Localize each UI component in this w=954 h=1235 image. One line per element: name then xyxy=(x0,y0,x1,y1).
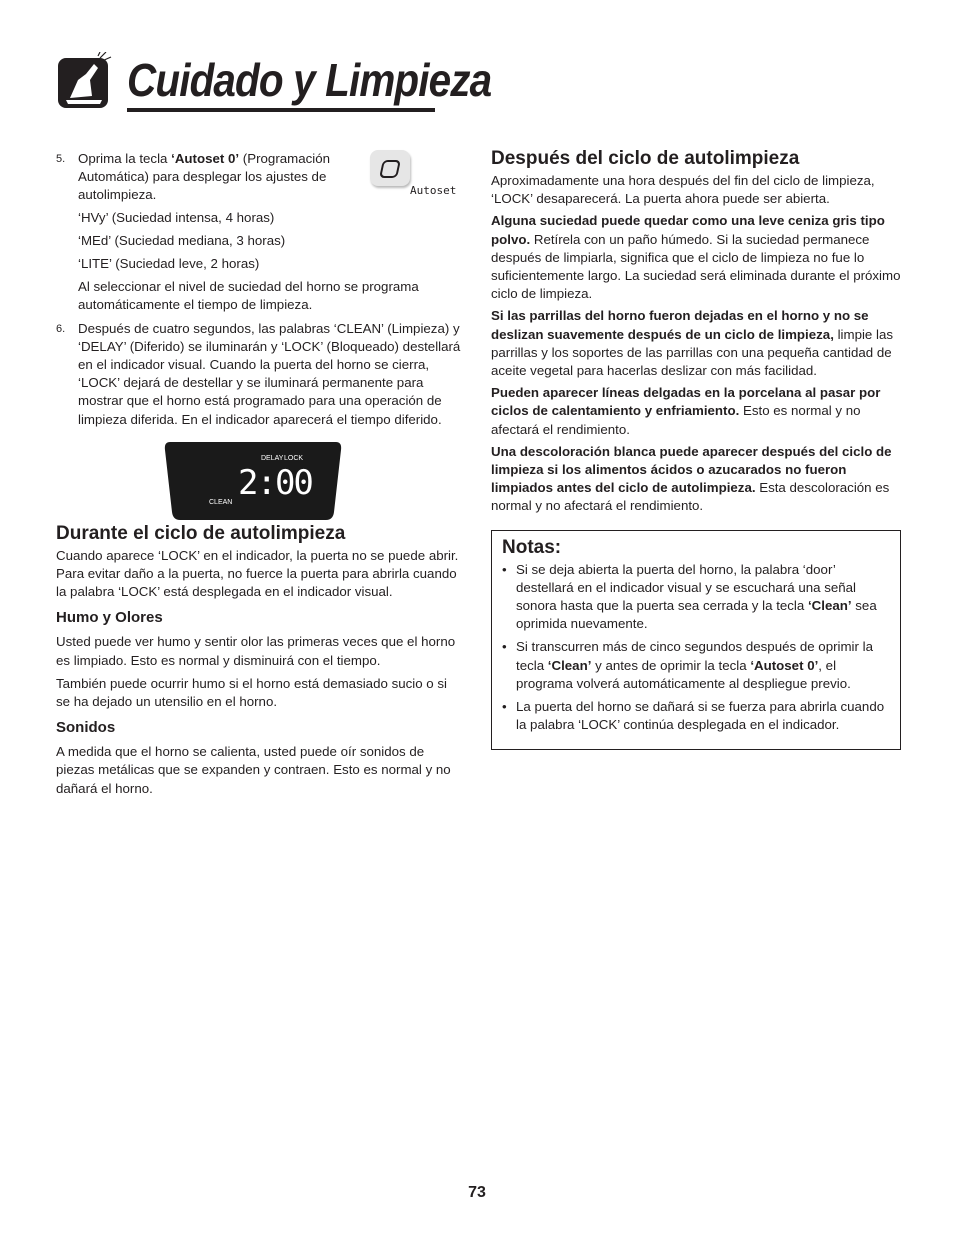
notes-box xyxy=(491,530,901,751)
note-item xyxy=(502,638,890,693)
notes-list xyxy=(502,561,890,735)
bold-lead: Una descoloración blanca puede aparecer después del ciclo de limpieza si los alimentos ácidos o azucarados no fueron limpiados antes del ciclo de autolimpieza. xyxy=(491,443,892,496)
note-text: La puerta del horno se dañará si se fuerza para abrirla cuando la palabra ‘LOCK’ continúa desplegada en el indicador. xyxy=(516,699,885,733)
note-text: sea oprimida nuevamente. xyxy=(516,598,877,632)
right-column xyxy=(491,148,901,750)
step-text: Después de cuatro segundos, las palabras ‘CLEAN’ (Limpieza) y ‘DELAY’ (Diferido) se iluminarán y ‘LOCK’ (Bloqueado) destellará en el indicador visual. Cuando la puerta del horno se cierra, ‘LOCK’ dejará de destellar y se iluminará permanente para mostrar que el horno está programado para una operación de limpieza diferida. En el indicador aparecerá el tiempo diferido. xyxy=(78,320,461,427)
page-number: 73 xyxy=(468,1184,486,1201)
key-name: ‘Clean’ xyxy=(807,598,852,614)
display-digits: 2:00 xyxy=(238,463,312,503)
display-delay-label: DELAY xyxy=(261,455,284,462)
smoke-heading: Humo y Olores xyxy=(56,609,163,627)
step-number: 6. xyxy=(56,322,66,335)
level-lite: ‘LITE’ (Suciedad leve, 2 horas) xyxy=(78,256,260,272)
note-text: y antes de oprimir la tecla xyxy=(591,657,751,673)
after-heading: Después del ciclo de autolimpieza xyxy=(491,148,800,169)
display-spacer xyxy=(56,433,462,519)
body-text: Esta descoloración es normal y no afectará el rendimiento. xyxy=(491,480,890,514)
bold-lead: Si las parrillas del horno fueron dejadas en el horno y no se deslizan suavemente después de un ciclo de limpieza, xyxy=(491,308,869,342)
level-medium: ‘MEd’ (Suciedad mediana, 3 horas) xyxy=(78,232,286,248)
autoset-key-label: Autoset xyxy=(410,184,457,197)
display-clean-label: CLEAN xyxy=(209,499,233,506)
note-item xyxy=(502,561,890,634)
level-heavy: ‘HVy’ (Suciedad intensa, 4 horas) xyxy=(78,209,275,225)
left-column xyxy=(56,150,462,802)
display-lock-label: LOCK xyxy=(284,455,304,462)
page-title: Cuidado y Limpieza xyxy=(127,54,492,106)
step-5 xyxy=(56,150,348,205)
note-text: Si transcurren más de cinco segundos después de oprimir la tecla xyxy=(516,639,873,673)
after-text-4 xyxy=(491,384,901,439)
key-name: ‘Autoset 0’ xyxy=(171,151,240,166)
step-text: (Programación Automática) para desplegar los ajustes de autolimpieza. xyxy=(78,151,331,203)
title-underline xyxy=(127,108,435,112)
cleaning-brush-icon xyxy=(56,52,114,110)
note-text: , el programa volverá automáticamente al despliegue previo. xyxy=(516,657,851,691)
bold-lead: Pueden aparecer líneas delgadas en la porcelana al pasar por ciclos de calentamiento y enfriamiento. xyxy=(491,385,881,419)
step-text: Oprima la tecla xyxy=(78,151,172,166)
during-text: Cuando aparece ‘LOCK’ en el indicador, la puerta no se puede abrir. Para evitar daño a la puerta, no fuerce la puerta para abrirla cuando la palabra ‘LOCK’ está desplegada en el indicador visual. xyxy=(56,547,459,600)
level-note: Al seleccionar el nivel de suciedad del horno se programa automáticamente el tiempo de limpieza. xyxy=(78,279,419,313)
after-text-1: Aproximadamente una hora después del fin del ciclo de limpieza, ‘LOCK’ desaparecerá. La puerta ahora puede ser abierta. xyxy=(491,173,875,207)
body-text: Esto es normal y no afectará el rendimiento. xyxy=(491,403,861,437)
note-item xyxy=(502,698,890,734)
sounds-heading: Sonidos xyxy=(56,719,116,737)
smoke-text-2: También puede ocurrir humo si el horno está demasiado sucio o si se ha dejado un utensilio en el horno. xyxy=(56,675,447,710)
body-text: Retírela con un paño húmedo. Si la suciedad permanece después de limpiarla, significa que el ciclo de limpieza no fue lo suficientemente largo. La suciedad será eliminada durante el próximo ciclo de limpieza. xyxy=(491,231,901,302)
key-name: ‘Autoset 0’ xyxy=(750,657,819,673)
sounds-text: A medida que el horno se calienta, usted puede oír sonidos de piezas metálicas que se expanden y contraen. Esto es normal y no dañará el horno. xyxy=(56,744,451,796)
notes-heading: Notas: xyxy=(502,536,562,558)
after-text-3 xyxy=(491,307,901,380)
body-text: limpie las parrillas y los soportes de las parrillas con una pequeña cantidad de aceite vegetal para hacerlas deslizar con más facilidad. xyxy=(491,326,894,379)
after-text-2 xyxy=(491,212,901,303)
step-number: 5. xyxy=(56,153,66,165)
key-name: ‘Clean’ xyxy=(547,657,592,673)
during-heading: Durante el ciclo de autolimpieza xyxy=(56,522,346,544)
bold-lead: Alguna suciedad puede quedar como una leve ceniza gris tipo polvo. xyxy=(491,213,885,247)
note-text: Si se deja abierta la puerta del horno, la palabra ‘door’ destellará en el indicador visual y se escuchará una señal sonora hasta que la puerta sea cerrada y la tecla xyxy=(516,561,857,614)
smoke-text-1: Usted puede ver humo y sentir olor las primeras veces que el horno es limpiado. Esto es normal y disminuirá con el tiempo. xyxy=(56,634,456,668)
after-text-5 xyxy=(491,443,901,516)
step-6 xyxy=(56,320,462,429)
